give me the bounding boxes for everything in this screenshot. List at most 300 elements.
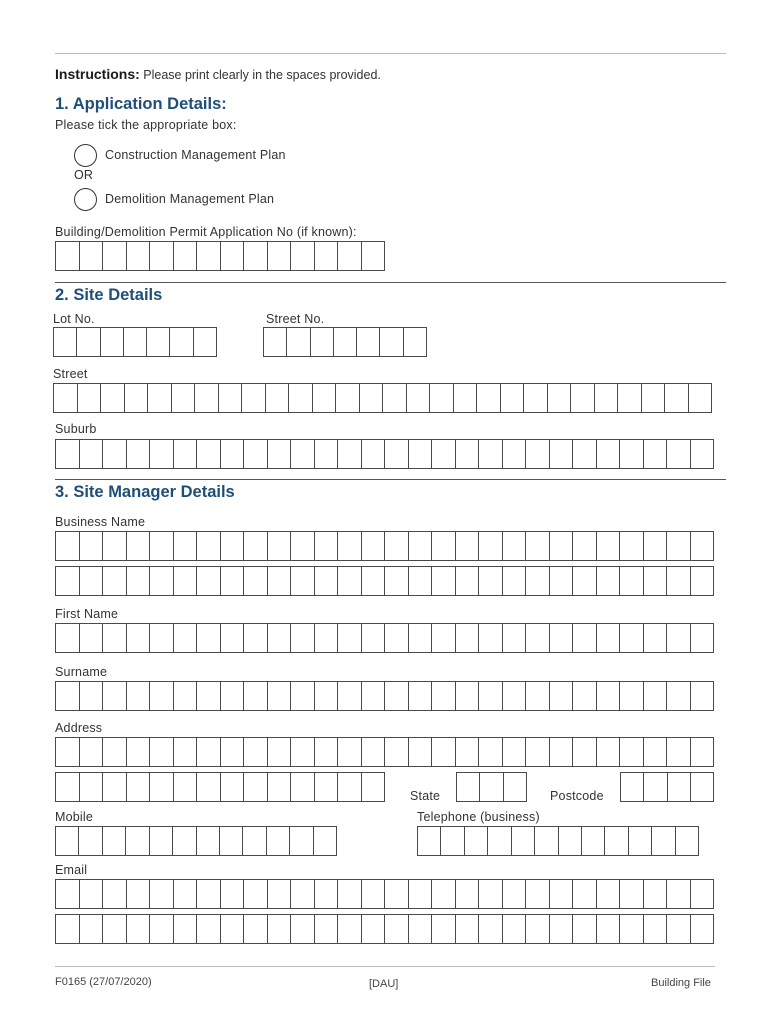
char-box[interactable] (479, 880, 503, 908)
char-box[interactable] (291, 682, 315, 710)
char-box[interactable] (526, 880, 550, 908)
char-box[interactable] (150, 915, 174, 943)
telephone-field[interactable] (417, 826, 699, 856)
char-box[interactable] (456, 682, 480, 710)
char-box[interactable] (456, 440, 480, 468)
char-box[interactable] (174, 915, 198, 943)
char-box[interactable] (170, 328, 193, 356)
char-box[interactable] (432, 624, 456, 652)
char-box[interactable] (385, 738, 409, 766)
char-box[interactable] (197, 915, 221, 943)
char-box[interactable] (620, 624, 644, 652)
char-box[interactable] (676, 827, 698, 855)
char-box[interactable] (362, 440, 386, 468)
char-box[interactable] (78, 384, 102, 412)
char-box[interactable] (80, 624, 104, 652)
char-box[interactable] (80, 440, 104, 468)
char-box[interactable] (409, 915, 433, 943)
char-box[interactable] (526, 624, 550, 652)
char-box[interactable] (244, 440, 268, 468)
char-box[interactable] (620, 440, 644, 468)
street-field[interactable] (53, 383, 712, 413)
char-box[interactable] (244, 915, 268, 943)
char-box[interactable] (174, 242, 198, 270)
char-box[interactable] (150, 624, 174, 652)
char-box[interactable] (315, 242, 339, 270)
char-box[interactable] (266, 384, 290, 412)
char-box[interactable] (103, 773, 127, 801)
char-box[interactable] (242, 384, 266, 412)
char-box[interactable] (103, 624, 127, 652)
char-box[interactable] (148, 384, 172, 412)
char-box[interactable] (334, 328, 357, 356)
char-box[interactable] (221, 242, 245, 270)
char-box[interactable] (691, 773, 713, 801)
char-box[interactable] (409, 532, 433, 560)
char-box[interactable] (550, 738, 574, 766)
char-box[interactable] (404, 328, 426, 356)
char-box[interactable] (667, 440, 691, 468)
char-box[interactable] (291, 738, 315, 766)
char-box[interactable] (315, 532, 339, 560)
char-box[interactable] (689, 384, 712, 412)
char-box[interactable] (315, 440, 339, 468)
char-box[interactable] (503, 880, 527, 908)
char-box[interactable] (644, 440, 668, 468)
char-box[interactable] (103, 532, 127, 560)
char-box[interactable] (573, 532, 597, 560)
char-box[interactable] (150, 682, 174, 710)
char-box[interactable] (465, 827, 488, 855)
char-box[interactable] (503, 915, 527, 943)
char-box[interactable] (56, 440, 80, 468)
char-box[interactable] (244, 880, 268, 908)
char-box[interactable] (652, 827, 675, 855)
char-box[interactable] (80, 242, 104, 270)
char-box[interactable] (174, 624, 198, 652)
char-box[interactable] (504, 773, 526, 801)
char-box[interactable] (360, 384, 384, 412)
char-box[interactable] (512, 827, 535, 855)
char-box[interactable] (150, 880, 174, 908)
char-box[interactable] (620, 915, 644, 943)
char-box[interactable] (362, 242, 385, 270)
char-box[interactable] (291, 242, 315, 270)
char-box[interactable] (629, 827, 652, 855)
suburb-field[interactable] (55, 439, 714, 469)
char-box[interactable] (691, 624, 714, 652)
char-box[interactable] (357, 328, 380, 356)
char-box[interactable] (385, 915, 409, 943)
char-box[interactable] (244, 682, 268, 710)
char-box[interactable] (127, 682, 151, 710)
char-box[interactable] (550, 567, 574, 595)
char-box[interactable] (407, 384, 431, 412)
char-box[interactable] (667, 682, 691, 710)
char-box[interactable] (77, 328, 100, 356)
char-box[interactable] (362, 738, 386, 766)
char-box[interactable] (289, 384, 313, 412)
char-box[interactable] (597, 915, 621, 943)
char-box[interactable] (620, 532, 644, 560)
char-box[interactable] (221, 738, 245, 766)
char-box[interactable] (573, 880, 597, 908)
char-box[interactable] (56, 682, 80, 710)
char-box[interactable] (665, 384, 689, 412)
char-box[interactable] (291, 532, 315, 560)
char-box[interactable] (667, 567, 691, 595)
char-box[interactable] (432, 440, 456, 468)
char-box[interactable] (56, 773, 80, 801)
char-box[interactable] (127, 738, 151, 766)
char-box[interactable] (125, 384, 149, 412)
char-box[interactable] (244, 773, 268, 801)
char-box[interactable] (127, 567, 151, 595)
char-box[interactable] (197, 532, 221, 560)
char-box[interactable] (691, 880, 714, 908)
char-box[interactable] (103, 880, 127, 908)
char-box[interactable] (127, 242, 151, 270)
char-box[interactable] (338, 440, 362, 468)
char-box[interactable] (174, 440, 198, 468)
char-box[interactable] (291, 880, 315, 908)
street-number-field[interactable] (263, 327, 427, 357)
char-box[interactable] (526, 532, 550, 560)
char-box[interactable] (362, 682, 386, 710)
char-box[interactable] (56, 880, 80, 908)
char-box[interactable] (56, 532, 80, 560)
mobile-field[interactable] (55, 826, 337, 856)
char-box[interactable] (644, 682, 668, 710)
char-box[interactable] (456, 880, 480, 908)
char-box[interactable] (268, 440, 292, 468)
char-box[interactable] (197, 773, 221, 801)
char-box[interactable] (418, 827, 441, 855)
char-box[interactable] (197, 567, 221, 595)
char-box[interactable] (582, 827, 605, 855)
char-box[interactable] (644, 773, 667, 801)
char-box[interactable] (338, 242, 362, 270)
char-box[interactable] (268, 915, 292, 943)
char-box[interactable] (691, 532, 714, 560)
char-box[interactable] (338, 682, 362, 710)
char-box[interactable] (268, 567, 292, 595)
char-box[interactable] (147, 328, 170, 356)
char-box[interactable] (503, 624, 527, 652)
char-box[interactable] (244, 567, 268, 595)
char-box[interactable] (432, 567, 456, 595)
char-box[interactable] (56, 567, 80, 595)
char-box[interactable] (573, 624, 597, 652)
char-box[interactable] (221, 624, 245, 652)
char-box[interactable] (150, 532, 174, 560)
char-box[interactable] (150, 773, 174, 801)
char-box[interactable] (150, 567, 174, 595)
char-box[interactable] (127, 773, 151, 801)
char-box[interactable] (456, 915, 480, 943)
char-box[interactable] (573, 567, 597, 595)
char-box[interactable] (667, 880, 691, 908)
char-box[interactable] (80, 567, 104, 595)
char-box[interactable] (479, 440, 503, 468)
char-box[interactable] (526, 682, 550, 710)
address-field-line-1[interactable] (55, 737, 714, 767)
char-box[interactable] (315, 880, 339, 908)
char-box[interactable] (126, 827, 149, 855)
char-box[interactable] (457, 773, 480, 801)
char-box[interactable] (667, 532, 691, 560)
char-box[interactable] (503, 532, 527, 560)
char-box[interactable] (150, 242, 174, 270)
char-box[interactable] (479, 532, 503, 560)
char-box[interactable] (336, 384, 360, 412)
char-box[interactable] (338, 624, 362, 652)
char-box[interactable] (573, 915, 597, 943)
char-box[interactable] (80, 880, 104, 908)
char-box[interactable] (479, 567, 503, 595)
char-box[interactable] (362, 773, 385, 801)
char-box[interactable] (488, 827, 511, 855)
char-box[interactable] (620, 880, 644, 908)
char-box[interactable] (174, 532, 198, 560)
char-box[interactable] (644, 738, 668, 766)
char-box[interactable] (479, 915, 503, 943)
char-box[interactable] (642, 384, 666, 412)
char-box[interactable] (595, 384, 619, 412)
char-box[interactable] (644, 532, 668, 560)
char-box[interactable] (220, 827, 243, 855)
char-box[interactable] (503, 738, 527, 766)
char-box[interactable] (315, 567, 339, 595)
char-box[interactable] (503, 440, 527, 468)
char-box[interactable] (150, 827, 173, 855)
char-box[interactable] (456, 738, 480, 766)
char-box[interactable] (315, 682, 339, 710)
char-box[interactable] (385, 624, 409, 652)
char-box[interactable] (150, 440, 174, 468)
char-box[interactable] (479, 682, 503, 710)
char-box[interactable] (385, 880, 409, 908)
char-box[interactable] (150, 738, 174, 766)
char-box[interactable] (501, 384, 525, 412)
email-field-line-1[interactable] (55, 879, 714, 909)
surname-field[interactable] (55, 681, 714, 711)
char-box[interactable] (409, 738, 433, 766)
char-box[interactable] (243, 827, 266, 855)
char-box[interactable] (268, 682, 292, 710)
char-box[interactable] (644, 567, 668, 595)
char-box[interactable] (550, 532, 574, 560)
char-box[interactable] (479, 624, 503, 652)
char-box[interactable] (432, 915, 456, 943)
char-box[interactable] (383, 384, 407, 412)
char-box[interactable] (197, 880, 221, 908)
char-box[interactable] (409, 682, 433, 710)
char-box[interactable] (618, 384, 642, 412)
char-box[interactable] (101, 384, 125, 412)
char-box[interactable] (667, 624, 691, 652)
char-box[interactable] (477, 384, 501, 412)
char-box[interactable] (197, 827, 220, 855)
char-box[interactable] (573, 682, 597, 710)
char-box[interactable] (380, 328, 403, 356)
char-box[interactable] (620, 738, 644, 766)
char-box[interactable] (550, 682, 574, 710)
char-box[interactable] (524, 384, 548, 412)
char-box[interactable] (127, 880, 151, 908)
char-box[interactable] (691, 682, 714, 710)
char-box[interactable] (80, 773, 104, 801)
char-box[interactable] (597, 532, 621, 560)
char-box[interactable] (174, 738, 198, 766)
construction-plan-radio[interactable] (74, 144, 97, 167)
char-box[interactable] (550, 915, 574, 943)
email-field-line-2[interactable] (55, 914, 714, 944)
char-box[interactable] (409, 440, 433, 468)
char-box[interactable] (103, 440, 127, 468)
char-box[interactable] (197, 624, 221, 652)
char-box[interactable] (385, 682, 409, 710)
char-box[interactable] (432, 880, 456, 908)
char-box[interactable] (103, 738, 127, 766)
char-box[interactable] (550, 880, 574, 908)
char-box[interactable] (441, 827, 464, 855)
char-box[interactable] (80, 738, 104, 766)
char-box[interactable] (338, 567, 362, 595)
char-box[interactable] (244, 242, 268, 270)
char-box[interactable] (221, 682, 245, 710)
char-box[interactable] (667, 738, 691, 766)
char-box[interactable] (385, 567, 409, 595)
char-box[interactable] (597, 567, 621, 595)
char-box[interactable] (127, 532, 151, 560)
char-box[interactable] (550, 624, 574, 652)
char-box[interactable] (54, 384, 78, 412)
char-box[interactable] (101, 328, 124, 356)
char-box[interactable] (244, 738, 268, 766)
char-box[interactable] (362, 624, 386, 652)
char-box[interactable] (103, 682, 127, 710)
char-box[interactable] (385, 440, 409, 468)
char-box[interactable] (173, 827, 196, 855)
char-box[interactable] (691, 915, 714, 943)
char-box[interactable] (644, 880, 668, 908)
char-box[interactable] (80, 532, 104, 560)
char-box[interactable] (409, 624, 433, 652)
char-box[interactable] (221, 532, 245, 560)
char-box[interactable] (691, 738, 714, 766)
char-box[interactable] (526, 567, 550, 595)
char-box[interactable] (244, 624, 268, 652)
char-box[interactable] (103, 567, 127, 595)
char-box[interactable] (264, 328, 287, 356)
char-box[interactable] (454, 384, 478, 412)
char-box[interactable] (338, 738, 362, 766)
char-box[interactable] (127, 915, 151, 943)
char-box[interactable] (644, 624, 668, 652)
char-box[interactable] (172, 384, 196, 412)
char-box[interactable] (550, 440, 574, 468)
char-box[interactable] (290, 827, 313, 855)
char-box[interactable] (174, 773, 198, 801)
char-box[interactable] (535, 827, 558, 855)
char-box[interactable] (621, 773, 644, 801)
char-box[interactable] (291, 440, 315, 468)
postcode-field[interactable] (620, 772, 714, 802)
char-box[interactable] (56, 242, 80, 270)
char-box[interactable] (221, 915, 245, 943)
char-box[interactable] (362, 915, 386, 943)
char-box[interactable] (338, 773, 362, 801)
char-box[interactable] (503, 682, 527, 710)
char-box[interactable] (291, 915, 315, 943)
char-box[interactable] (268, 880, 292, 908)
char-box[interactable] (80, 682, 104, 710)
char-box[interactable] (691, 440, 714, 468)
char-box[interactable] (268, 773, 292, 801)
char-box[interactable] (667, 915, 691, 943)
address-field-line-2[interactable] (55, 772, 385, 802)
char-box[interactable] (267, 827, 290, 855)
business-name-field-line-2[interactable] (55, 566, 714, 596)
char-box[interactable] (268, 242, 292, 270)
char-box[interactable] (221, 567, 245, 595)
char-box[interactable] (559, 827, 582, 855)
char-box[interactable] (409, 567, 433, 595)
char-box[interactable] (691, 567, 714, 595)
char-box[interactable] (127, 624, 151, 652)
char-box[interactable] (315, 624, 339, 652)
char-box[interactable] (219, 384, 243, 412)
char-box[interactable] (79, 827, 102, 855)
char-box[interactable] (197, 242, 221, 270)
char-box[interactable] (620, 682, 644, 710)
char-box[interactable] (315, 738, 339, 766)
char-box[interactable] (503, 567, 527, 595)
char-box[interactable] (362, 567, 386, 595)
char-box[interactable] (268, 532, 292, 560)
char-box[interactable] (221, 440, 245, 468)
char-box[interactable] (597, 624, 621, 652)
char-box[interactable] (385, 532, 409, 560)
char-box[interactable] (432, 532, 456, 560)
char-box[interactable] (103, 827, 126, 855)
char-box[interactable] (314, 827, 336, 855)
char-box[interactable] (103, 915, 127, 943)
char-box[interactable] (456, 532, 480, 560)
char-box[interactable] (526, 738, 550, 766)
char-box[interactable] (668, 773, 691, 801)
char-box[interactable] (338, 880, 362, 908)
char-box[interactable] (362, 532, 386, 560)
char-box[interactable] (311, 328, 334, 356)
char-box[interactable] (197, 682, 221, 710)
char-box[interactable] (56, 738, 80, 766)
char-box[interactable] (338, 915, 362, 943)
char-box[interactable] (480, 773, 503, 801)
char-box[interactable] (315, 773, 339, 801)
char-box[interactable] (362, 880, 386, 908)
char-box[interactable] (124, 328, 147, 356)
char-box[interactable] (620, 567, 644, 595)
char-box[interactable] (197, 738, 221, 766)
char-box[interactable] (315, 915, 339, 943)
char-box[interactable] (432, 738, 456, 766)
char-box[interactable] (338, 532, 362, 560)
char-box[interactable] (287, 328, 310, 356)
char-box[interactable] (221, 880, 245, 908)
char-box[interactable] (197, 440, 221, 468)
